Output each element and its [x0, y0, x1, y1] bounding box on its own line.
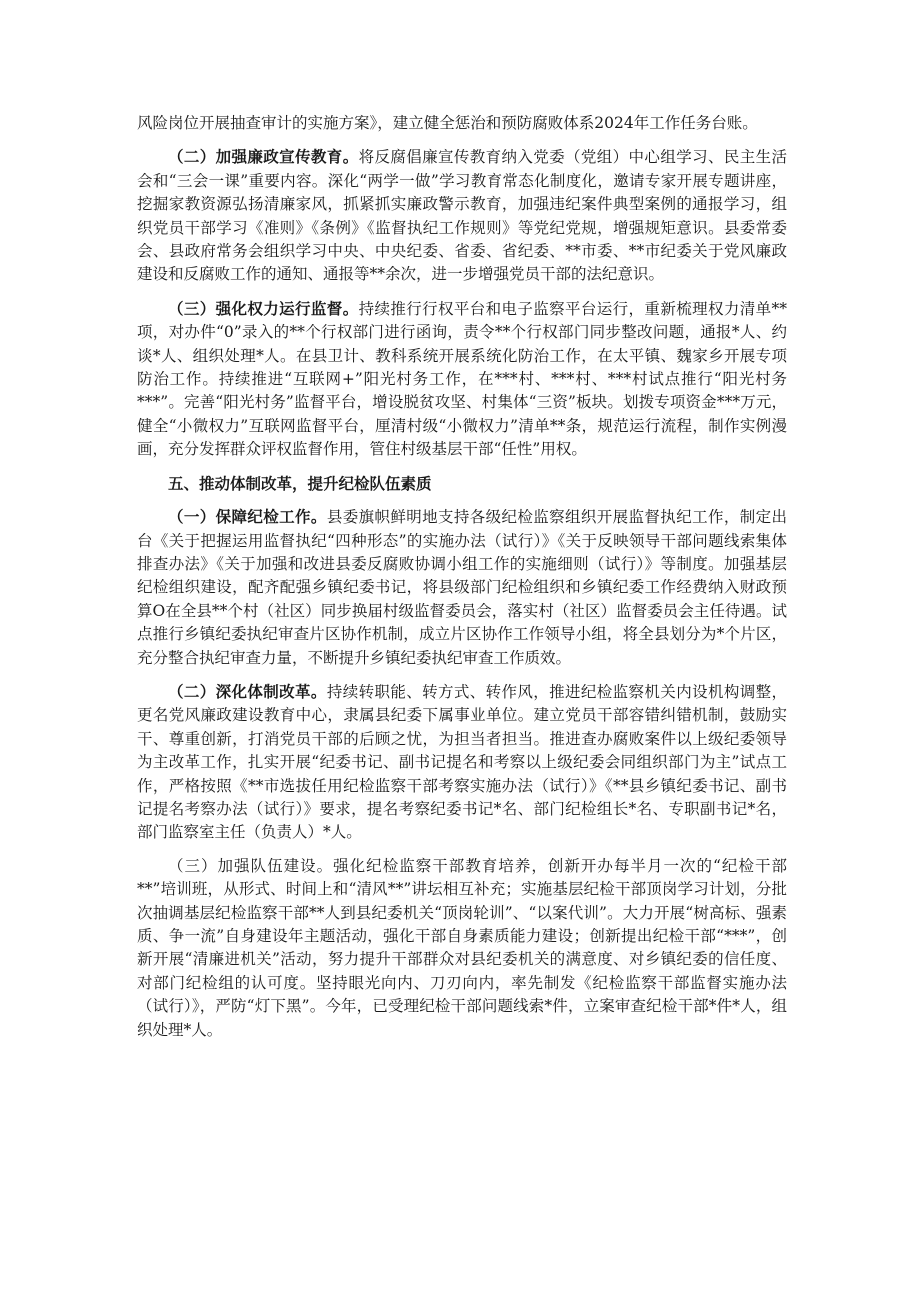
paragraph-team-building — [137, 855, 787, 1042]
document-page — [137, 112, 787, 1042]
paragraph-guarantee-work — [137, 505, 787, 670]
paragraph-lead: （一）保障纪检工作。 — [168, 507, 327, 527]
paragraph-body: 将反腐倡廉宣传教育纳入党委（党组）中心组学习、民主生活会和“三会一课”重要内容。深化“两学一做”学习教育常态化制度化，邀请专家开展专题讲座，挖掘家教资源弘扬清廉家风，抓紧抓实廉政警示教育，加强违纪案件典型案例的通报学习，组织党员干部学习《准则》《条例》《监督执纪工作规则》等党纪党规，增强规矩意识。县委常委会、县政府常务会组织学习中央、中央纪委、省委、省纪委、**市委、**市纪委关于党风廉政建设和反腐败工作的通知、通报等**余次，进一步增强党员干部的法纪意识。 — [137, 148, 787, 284]
section-heading: 五、推动体制改革，提升纪检队伍素质 — [168, 473, 432, 493]
paragraph-body: 强化纪检监察干部教育培养，创新开办每半月一次的“纪检干部**”培训班，从形式、时间上和“清风**”讲坛相互补充；实施基层纪检干部顶岗学习计划，分批次抽调基层纪检监察干部**人到县纪委机关“顶岗轮训”、“以案代训”。大力开展“树高标、强素质、争一流”自身建设年主题活动，强化干部自身素质能力建设；创新提出纪检干部“***”，创新开展“清廉进机关”活动，努力提升干部群众对县纪委机关的满意度、对乡镇纪委的信任度、对部门纪检组的认可度。坚持眼光向内、刀刃向内，率先制发《纪检监察干部监督实施办法（试行）》，严防“灯下黑”。今年，已受理纪检干部问题线索*件，立案审查纪检干部*件*人，组织处理*人。 — [137, 856, 787, 1039]
paragraph-body: 持续推行行权平台和电子监察平台运行，重新梳理权力清单**项，对办件“0”录入的**个行权部门进行函询，责令**个行权部门同步整改问题，通报*人、约谈*人、组织处理*人。在县卫计、教科系统开展系统化防治工作，在太平镇、魏家乡开展专项防治工作。持续推进“互联网+”阳光村务工作，在***村、***村、***村试点推行“阳光村务***”。完善“阳光村务”监督平台，增设脱贫攻坚、村集体“三资”板块。划拨专项资金***万元，健全“小微权力”互联网监督平台，厘清村级“小微权力”清单**条，规范运行流程，制作实例漫画，充分发挥群众评权监督作用，管住村级基层干部“任性”用权。 — [137, 299, 787, 459]
paragraph-lead: （二）深化体制改革。 — [168, 681, 327, 701]
paragraph-propaganda-education — [137, 145, 787, 286]
paragraph-system-reform — [137, 680, 787, 845]
paragraph-power-supervision — [137, 297, 787, 462]
paragraph-lead: （二）加强廉政宣传教育。 — [168, 147, 359, 167]
paragraph-lead: （三）加强队伍建设。 — [168, 856, 334, 875]
paragraph-lead: （三）强化权力运行监督。 — [168, 298, 359, 318]
paragraph-continuation — [137, 112, 787, 135]
paragraph-body: 县委旗帜鲜明地支持各级纪检监察组织开展监督执纪工作，制定出台《关于把握运用监督执纪“四种形态”的实施办法（试行）》《关于反映领导干部问题线索集体排查办法》《关于加强和改进县委反腐败协调小组工作的实施细则（试行）》等制度。加强基层纪检组织建设，配齐配强乡镇纪委书记，将县级部门纪检组织和乡镇纪委工作经费纳入财政预算O在全县**个村（社区）同步换届村级监督委员会，落实村（社区）监督委员会主任待遇。试点推行乡镇纪委执纪审查片区协作机制，成立片区协作工作领导小组，将全县划分为*个片区，充分整合执纪审查力量，不断提升乡镇纪委执纪审查工作质效。 — [137, 508, 787, 667]
paragraph-body: 持续转职能、转方式、转作风，推进纪检监察机关内设机构调整，更名党风廉政建设教育中心，隶属县纪委下属事业单位。建立党员干部容错纠错机制，鼓励实干、尊重创新，打消党员干部的后顾之忧，为担当者担当。推进查办腐败案件以上级纪委领导为主改革工作，扎实开展“纪委书记、副书记提名和考察以上级纪委会同组织部门为主”试点工作，严格按照《**市选拔任用纪检监察干部考察实施办法（试行）》《**县乡镇纪委书记、副书记提名考察办法（试行）》要求，提名考察纪委书记*名、部门纪检组长*名、专职副书记*名，部门监察室主任（负责人）*人。 — [137, 682, 787, 842]
paragraph-body: 风险岗位开展抽查审计的实施方案》，建立健全惩治和预防腐败体系2024年工作任务台账。 — [137, 114, 758, 132]
